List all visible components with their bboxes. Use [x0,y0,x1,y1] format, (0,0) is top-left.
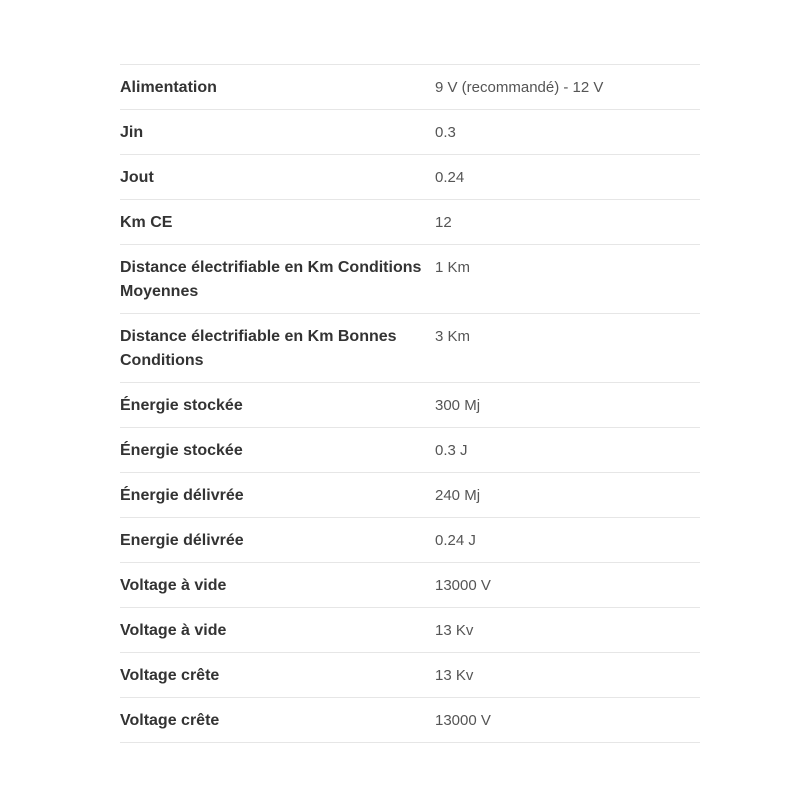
table-row [120,65,700,110]
spec-label: Distance électrifiable en Km Conditions Moyennes [120,259,422,300]
spec-label: Voltage à vide [120,622,227,639]
table-row [120,110,700,155]
spec-label: Energie délivrée [120,532,244,549]
spec-value: 0.24 [435,169,465,186]
spec-value: 0.3 [435,124,456,141]
spec-label: Km CE [120,214,173,231]
spec-value: 12 [435,214,452,231]
table-row [120,563,700,608]
table-row [120,245,700,314]
spec-value: 13 Kv [435,667,474,684]
table-row [120,608,700,653]
table-row [120,473,700,518]
spec-label: Distance électrifiable en Km Bonnes Conditions [120,328,397,369]
spec-label: Jout [120,169,154,186]
spec-value: 13000 V [435,577,491,594]
spec-value: 1 Km [435,259,471,276]
table-row [120,698,700,743]
spec-value: 0.24 J [435,532,476,549]
spec-label: Voltage crête [120,667,220,684]
spec-value: 300 Mj [435,397,481,414]
table-row [120,383,700,428]
table-row [120,314,700,383]
spec-label: Jin [120,124,144,141]
spec-value: 9 V (recommandé) - 12 V [435,79,604,96]
spec-value: 0.3 J [435,442,468,459]
spec-table [120,64,700,743]
table-row [120,200,700,245]
spec-value: 240 Mj [435,487,481,504]
spec-value: 13 Kv [435,622,474,639]
table-row [120,155,700,200]
table-row [120,518,700,563]
table-row [120,653,700,698]
spec-value: 13000 V [435,712,491,729]
spec-label: Énergie délivrée [120,487,244,504]
spec-label: Alimentation [120,79,217,96]
spec-label: Énergie stockée [120,442,243,459]
table-row [120,428,700,473]
spec-label: Voltage crête [120,712,220,729]
spec-value: 3 Km [435,328,471,345]
spec-label: Énergie stockée [120,397,243,414]
spec-label: Voltage à vide [120,577,227,594]
